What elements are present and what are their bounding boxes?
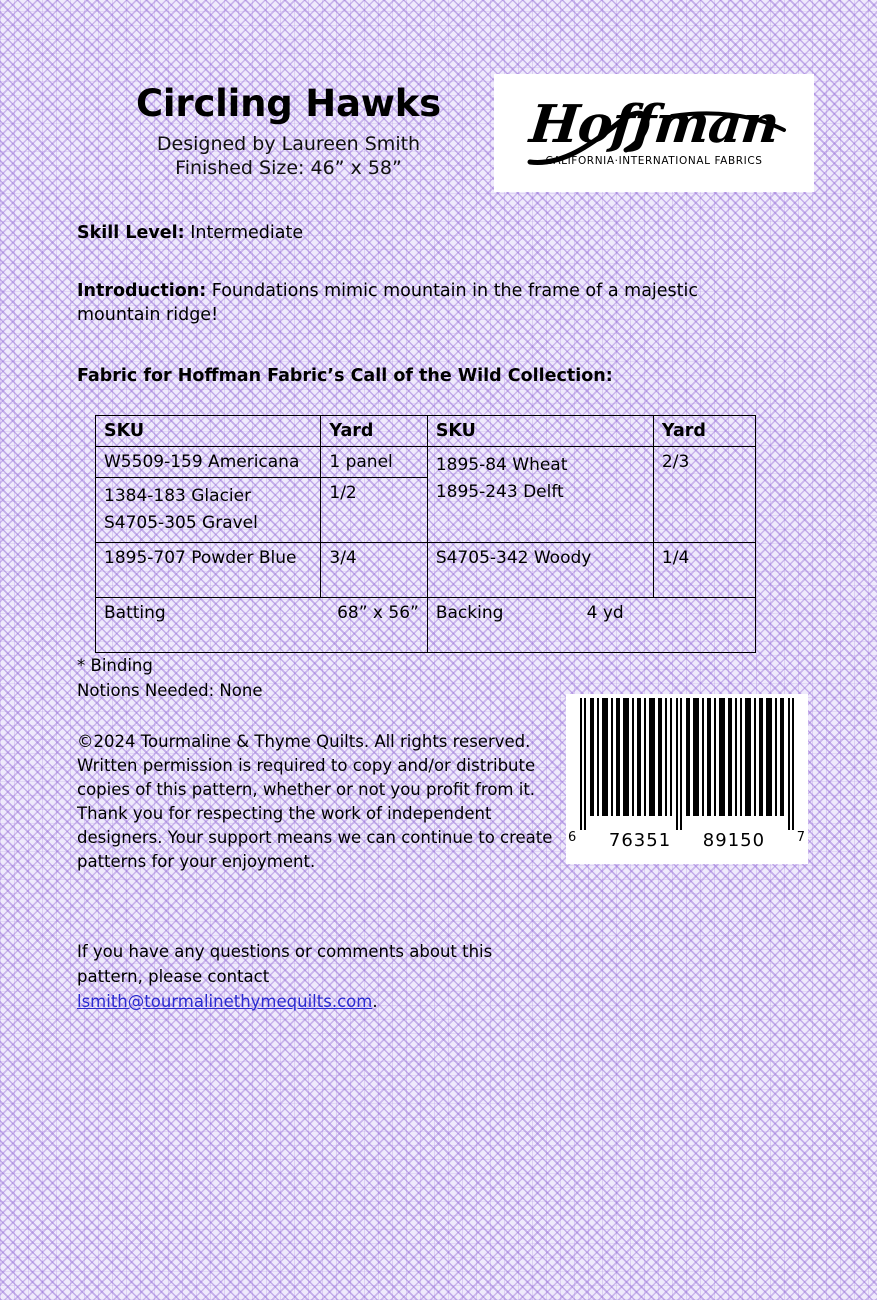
cell-sku-2-row-3: S4705-342 Woody [427, 543, 653, 598]
barcode-left-digit: 6 [568, 830, 578, 845]
hoffman-logo-tagline: CALIFORNIA·INTERNATIONAL FABRICS [545, 155, 763, 167]
cell-yard-2-row-1: 2/3 [653, 447, 755, 543]
contact-email-link[interactable]: lsmith@tourmalinethymequilts.com [77, 991, 373, 1011]
cell-yard-1-row-3: 3/4 [321, 543, 427, 598]
contact-text: If you have any questions or comments about this pattern, please contact [77, 942, 493, 986]
fabric-heading: Fabric for Hoffman Fabric’s Call of the Wild Collection: [77, 366, 613, 386]
contact-block [77, 940, 547, 1014]
cell-sku-1-row-2-line-2: S4705-305 Gravel [104, 513, 258, 534]
table-header-yard-1: Yard [321, 416, 427, 447]
cell-sku-1-row-2 [96, 478, 321, 543]
cell-sku-2-row-1-line-1: 1895-84 Wheat [435, 455, 568, 475]
cell-backing [427, 598, 755, 653]
barcode-bars [566, 694, 808, 834]
skill-level [77, 222, 777, 246]
finished-size: Finished Size: 46” x 58” [175, 157, 402, 179]
cell-sku-1-row-2-line-1: 1384-183 Glacier [104, 486, 252, 506]
cell-batting [96, 598, 428, 653]
fabric-table [95, 415, 756, 653]
introduction-value: Foundations mimic mountain in the frame of a majestic mountain ridge! [77, 281, 699, 325]
introduction-label: Introduction: [77, 281, 207, 301]
cell-sku-2-row-1-line-2: 1895-243 Delft [435, 482, 564, 503]
cell-yard-1-row-1: 1 panel [321, 447, 427, 478]
skill-level-value: Intermediate [184, 223, 304, 243]
introduction [77, 280, 757, 327]
table-row [96, 543, 756, 598]
table-header-row [96, 416, 756, 447]
batting-value: 68” x 56” [337, 603, 419, 624]
table-header-sku-1: SKU [96, 416, 321, 447]
cell-sku-2-row-1 [427, 447, 653, 543]
barcode-right-digit: 7 [796, 830, 806, 845]
table-header-yard-2: Yard [653, 416, 755, 447]
designer-credit: Designed by Laureen Smith [156, 133, 421, 155]
cell-sku-1-row-1: W5509-159 Americana [96, 447, 321, 478]
copyright-text: ©2024 Tourmaline & Thyme Quilts. All rights reserved. Written permission is required to copy and/or distribute copies of this pattern, whether or not you profit from it. Thank you for respecting the work of independent designers. Your support means we can continue to create patterns for your enjoyment. [77, 732, 553, 871]
table-footer-row [96, 598, 756, 653]
table-header-sku-2: SKU [427, 416, 653, 447]
skill-level-label: Skill Level: [77, 223, 185, 243]
barcode [566, 694, 808, 864]
barcode-digits [566, 830, 808, 851]
table-row [96, 447, 756, 478]
barcode-group-1: 76351 [608, 830, 672, 851]
fabric-table-wrapper [95, 415, 756, 653]
hoffman-logo-wordmark: Hoffman [526, 94, 782, 155]
backing-label: Backing [435, 603, 504, 624]
cell-sku-1-row-3: 1895-707 Powder Blue [96, 543, 321, 598]
backing-value: 4 yd [586, 603, 624, 624]
batting-label: Batting [104, 603, 166, 624]
barcode-group-2: 89150 [702, 830, 766, 851]
cell-yard-2-row-3: 1/4 [653, 543, 755, 598]
notions-note: Notions Needed: None [77, 681, 263, 700]
page-title: Circling Hawks [135, 82, 442, 125]
contact-period: . [372, 991, 378, 1011]
hoffman-logo [494, 74, 814, 192]
cell-yard-1-row-2: 1/2 [321, 478, 427, 543]
binding-note: * Binding [77, 656, 153, 675]
